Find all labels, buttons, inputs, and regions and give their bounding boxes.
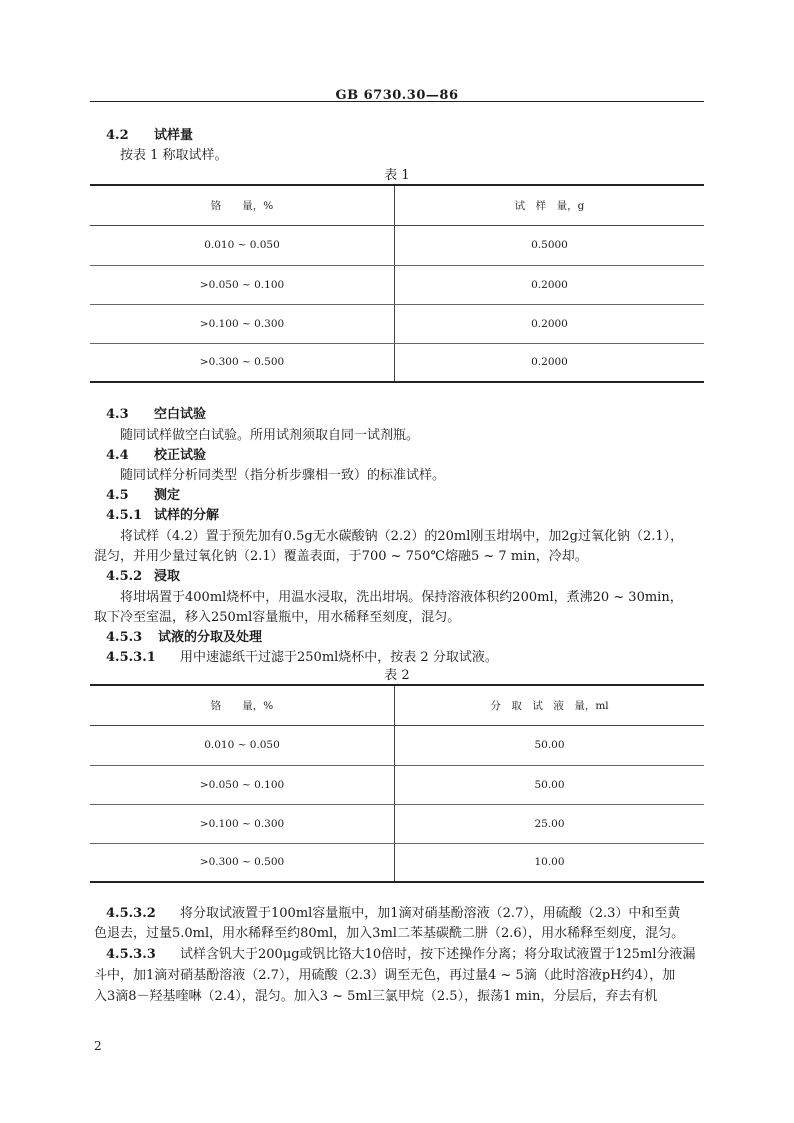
section-4-5-1-line1: 将试样（4.2）置于预先加有0.5g无水碳酸钠（2.2）的20ml刚玉坩埚中，加2g过氧化钠（2.1）， — [120, 529, 684, 544]
table1-col2-header: 试 样 量，g — [395, 185, 705, 225]
section-4-5-heading: 4.5 测定 — [106, 488, 181, 503]
table-cell: >0.100 ~ 0.300 — [90, 804, 395, 843]
table-cell: 0.010 ~ 0.050 — [90, 725, 395, 765]
table-1 — [90, 184, 704, 383]
table-cell: 25.00 — [395, 804, 705, 843]
section-4-5-3-3-line2: 斗中，加1滴对硝基酚溶液（2.7），用硫酸（2.3）调至无色，再过量4 ~ 5滴（此时溶液pH约4），加 — [94, 968, 676, 983]
table1-col1-header: 铬 量，% — [90, 185, 395, 225]
table-row — [90, 804, 704, 843]
header-rule — [90, 101, 704, 102]
section-4-4-heading: 4.4 校正试验 — [106, 448, 207, 463]
section-4-5-3-2-line2: 色退去，过量5.0ml，用水稀释至约80ml，加入3ml二苯基碳酰二肼（2.6），用水稀释至刻度，混匀。 — [94, 926, 685, 941]
table1-caption: 表 1 — [384, 168, 410, 183]
section-4-5-2-line2: 取下冷至室温，移入250ml容量瓶中，用水稀释至刻度，混匀。 — [94, 610, 461, 625]
table-row — [90, 265, 704, 304]
table-cell: >0.100 ~ 0.300 — [90, 304, 395, 343]
section-4-2-heading: 4.2 试样量 — [106, 128, 194, 143]
section-4-5-3-heading: 4.5.3 试液的分取及处理 — [106, 630, 263, 645]
table-cell: >0.300 ~ 0.500 — [90, 843, 395, 882]
section-4-5-1-line2: 混匀，并用少量过氧化钠（2.1）覆盖表面，于700 ~ 750℃熔融5 ~ 7 min，冷却。 — [94, 549, 588, 564]
table2-col1-header: 铬 量，% — [90, 685, 395, 725]
table-cell: 0.2000 — [395, 304, 705, 343]
table-cell: 0.010 ~ 0.050 — [90, 225, 395, 265]
section-4-5-3-1: 4.5.3.1 用中速滤纸干过滤于250ml烧杯中，按表 2 分取试液。 — [106, 650, 498, 665]
section-4-3-heading: 4.3 空白试验 — [106, 407, 207, 422]
section-4-5-3-3-line3: 入3滴8－羟基喹啉（2.4），混匀。加入3 ~ 5ml三氯甲烷（2.5），振荡1 min，分层后，弃去有机 — [94, 989, 658, 1004]
section-4-4-text: 随同试样分析同类型（指分析步骤相一致）的标准试样。 — [120, 468, 446, 483]
page-header: GB 6730.30—86 — [335, 88, 459, 103]
table-row — [90, 765, 704, 804]
table-cell: 0.5000 — [395, 225, 705, 265]
table-row — [90, 843, 704, 882]
table-row — [90, 725, 704, 765]
table-cell: >0.050 ~ 0.100 — [90, 265, 395, 304]
section-4-5-3-3-line1: 4.5.3.3 试样含钒大于200μg或钒比铬大10倍时，按下述操作分离；将分取试液置于125ml分液漏 — [106, 947, 696, 962]
section-4-5-1-heading: 4.5.1 试样的分解 — [106, 508, 220, 523]
table-row — [90, 343, 704, 382]
table2-caption: 表 2 — [384, 668, 410, 683]
table-cell: >0.050 ~ 0.100 — [90, 765, 395, 804]
table-2 — [90, 684, 704, 883]
section-4-2-text: 按表 1 称取试样。 — [120, 148, 228, 163]
section-4-5-2-line1: 将坩埚置于400ml烧杯中，用温水浸取，洗出坩埚。保持溶液体积约200ml，煮沸20 ~ 30min， — [120, 590, 683, 605]
table-cell: 10.00 — [395, 843, 705, 882]
table-cell: 50.00 — [395, 725, 705, 765]
table2-col2-header: 分 取 试 液 量，ml — [395, 685, 705, 725]
section-4-5-3-2-line1: 4.5.3.2 将分取试液置于100ml容量瓶中，加1滴对硝基酚溶液（2.7），用硫酸（2.3）中和至黄 — [106, 906, 681, 921]
table-row — [90, 304, 704, 343]
table-cell: 50.00 — [395, 765, 705, 804]
section-4-3-text: 随同试样做空白试验。所用试剂须取自同一试剂瓶。 — [120, 428, 420, 443]
table-cell: 0.2000 — [395, 265, 705, 304]
table-cell: 0.2000 — [395, 343, 705, 382]
section-4-5-2-heading: 4.5.2 浸取 — [106, 569, 181, 584]
page-number: 2 — [94, 1039, 102, 1053]
table-row — [90, 225, 704, 265]
table-cell: >0.300 ~ 0.500 — [90, 343, 395, 382]
